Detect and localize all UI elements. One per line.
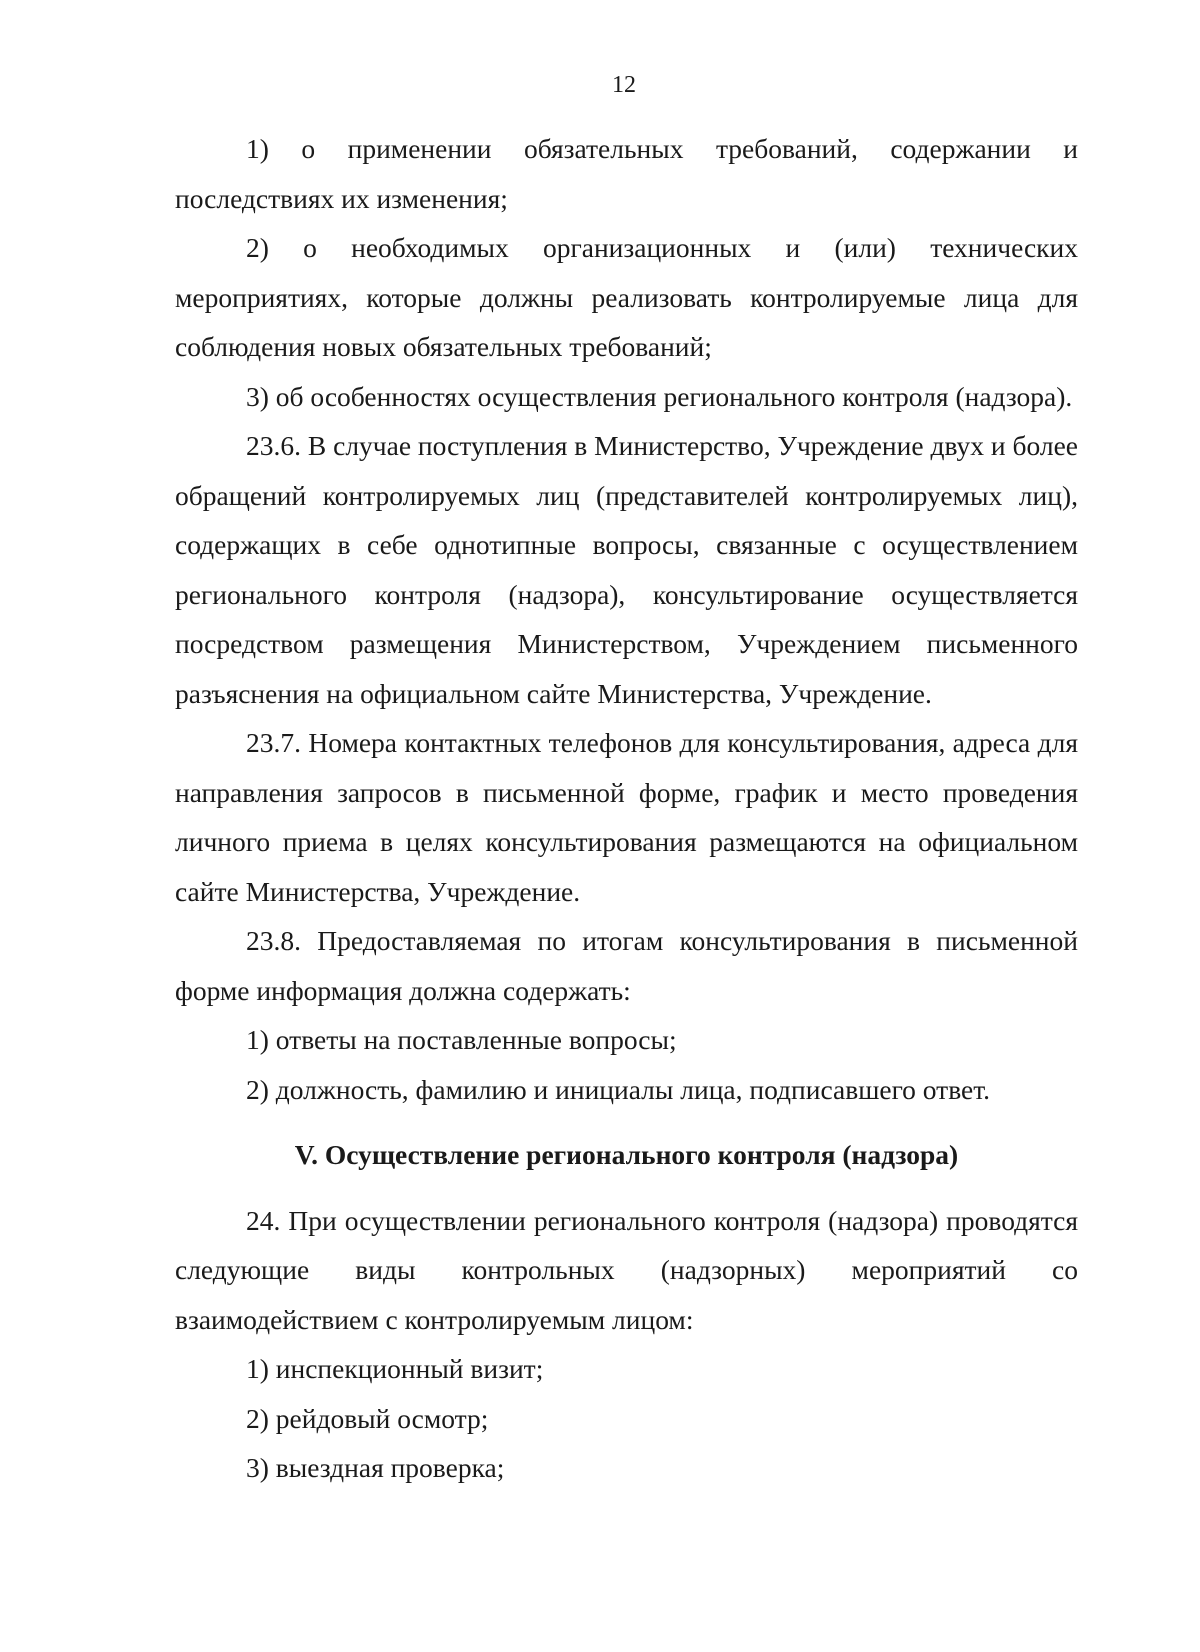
list-item-signatory: 2) должность, фамилию и инициалы лица, подписавшего ответ. xyxy=(246,1073,991,1105)
list-item-obligatory-requirements: 1) о применении обязательных требований, содержании и последствиях их изменения; xyxy=(175,133,1078,214)
clause-23-6: 23.6. В случае поступления в Министерство, Учреждение двух и более обращений контролируемых лиц (представителей контролируемых лиц), содержащих в себе однотипные вопросы, связанные с осуществлением регионального контроля (надзора), консультирование осуществляется посредством размещения Министерством, Учреждением письменного разъяснения на официальном сайте Министерства, Учреждение. xyxy=(175,430,1078,709)
list-item-inspection-visit: 1) инспекционный визит; xyxy=(246,1353,544,1384)
list-item-field-audit: 3) выездная проверка; xyxy=(246,1452,505,1483)
clause-23-7: 23.7. Номера контактных телефонов для консультирования, адреса для направления запросов в письменной форме, график и место проведения личного приема в целях консультирования размещаются на официальном сайте Министерства, Учреждение. xyxy=(175,727,1078,907)
document-body xyxy=(175,124,1078,1493)
list-item-raid-inspection: 2) рейдовый осмотр; xyxy=(246,1402,489,1434)
list-item-control-features: 3) об особенностях осуществления регионального контроля (надзора). xyxy=(246,380,1073,412)
list-item-answers: 1) ответы на поставленные вопросы; xyxy=(246,1024,677,1055)
list-item-technical-measures: 2) о необходимых организационных и (или) технических мероприятиях, которые должны реализовать контролируемые лица для соблюдения новых обязательных требований; xyxy=(175,232,1078,362)
section-heading: V. Осуществление регионального контроля (надзора) xyxy=(294,1139,959,1170)
page-number: 12 xyxy=(612,72,636,98)
clause-24: 24. При осуществлении регионального контроля (надзора) проводятся следующие виды контрольных (надзорных) мероприятий со взаимодействием с контролируемым лицом: xyxy=(175,1204,1078,1335)
clause-23-8: 23.8. Предоставляемая по итогам консультирования в письменной форме информация должна содержать: xyxy=(175,925,1078,1006)
